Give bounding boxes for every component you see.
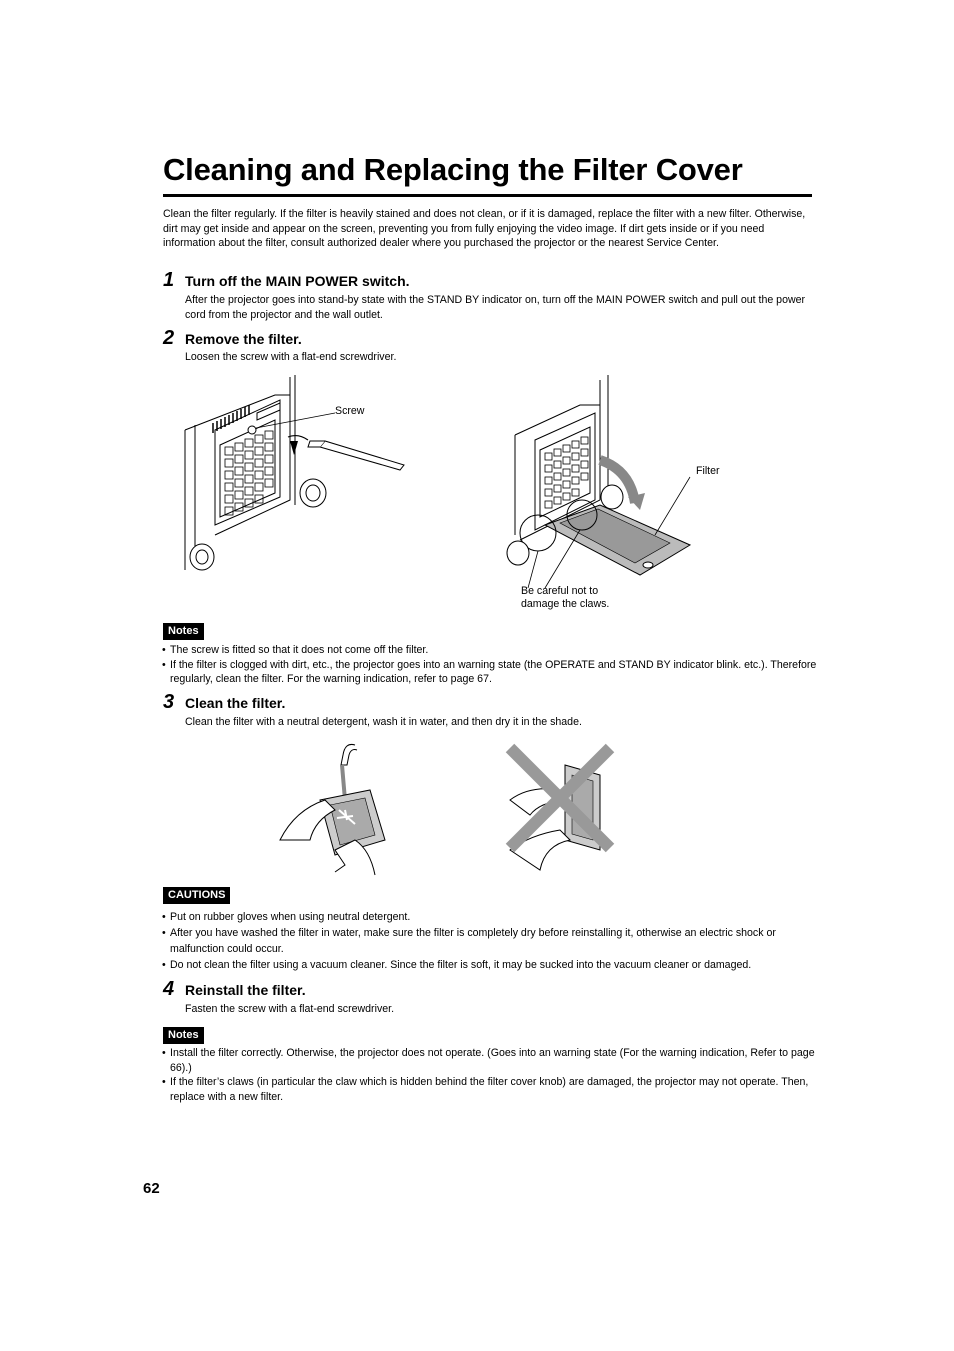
notes-tag: Notes [163, 623, 204, 640]
step-2-heading: Remove the filter. [185, 331, 302, 347]
notes-list-1 [162, 643, 817, 687]
step-3-number: 3 [163, 691, 175, 713]
do-not-vacuum-illustration [500, 740, 620, 875]
step-4-number: 4 [163, 978, 175, 1000]
page-title: Cleaning and Replacing the Filter Cover [163, 152, 743, 187]
step-4-body: Fasten the screw with a flat-end screwdriver. [185, 1003, 395, 1015]
note-item: • Install the filter correctly. Otherwise, the projector does not operate. (Goes into an warning state (For the warning indication, Refer to page 66).) [162, 1046, 817, 1075]
claws-caution-line-2: damage the claws. [521, 598, 610, 610]
step-3-heading: Clean the filter. [185, 695, 286, 711]
title-rule [163, 194, 812, 197]
intro-paragraph: Clean the filter regularly. If the filter is heavily stained and does not clean, or if it is damaged, replace the filter with a new filter. Otherwise, dirt may get inside and appear on the screen, preventing you from fully enjoying the video image. If dirt gets inside or if you need information about the filter, consult authorized dealer where you purchased the projector or the nearest Service Center. [163, 208, 806, 250]
loosen-screw-illustration [180, 375, 410, 575]
caution-item: • Do not clean the filter using a vacuum cleaner. Since the filter is soft, it may be sucked into the vacuum cleaner or damaged. [162, 957, 817, 973]
cautions-list [162, 909, 817, 973]
notes-list-2 [162, 1046, 817, 1104]
step-4-heading: Reinstall the filter. [185, 982, 306, 998]
page-number: 62 [143, 1180, 160, 1197]
step-1-number: 1 [163, 269, 175, 291]
step-1-body: After the projector goes into stand-by state with the STAND BY indicator on, turn off the MAIN POWER switch and pull out the power cord from the projector and the wall outlet. [185, 294, 806, 321]
caution-item: • After you have washed the filter in water, make sure the filter is completely dry before reinstalling it, otherwise an electric shock or malfunction could occur. [162, 925, 817, 957]
note-item: • If the filter is clogged with dirt, etc., the projector goes into an warning state (the OPERATE and STAND BY indicator blink. etc.). Therefore regularly, clean the filter. For the warning indication, refer to page 67. [162, 658, 817, 687]
note-item: • If the filter’s claws (in particular the claw which is hidden behind the filter cover knob) are damaged, the projector may not operate. Then, replace with a new filter. [162, 1075, 817, 1104]
step-3-body: Clean the filter with a neutral detergent, wash it in water, and then dry it in the shade. [185, 716, 582, 728]
step-2-number: 2 [163, 327, 175, 349]
notes-tag: Notes [163, 1027, 204, 1044]
claws-caution-line-1: Be careful not to [521, 585, 599, 597]
filter-removed-illustration [490, 375, 700, 580]
step-1-heading: Turn off the MAIN POWER switch. [185, 273, 410, 289]
filter-label: Filter [696, 465, 720, 477]
caution-item: • Put on rubber gloves when using neutral detergent. [162, 909, 817, 925]
step-2-body: Loosen the screw with a flat-end screwdriver. [185, 351, 397, 363]
washing-filter-illustration [275, 740, 390, 875]
screw-label: Screw [335, 405, 365, 417]
cautions-tag: CAUTIONS [163, 887, 230, 904]
note-item: • The screw is fitted so that it does not come off the filter. [162, 643, 817, 658]
